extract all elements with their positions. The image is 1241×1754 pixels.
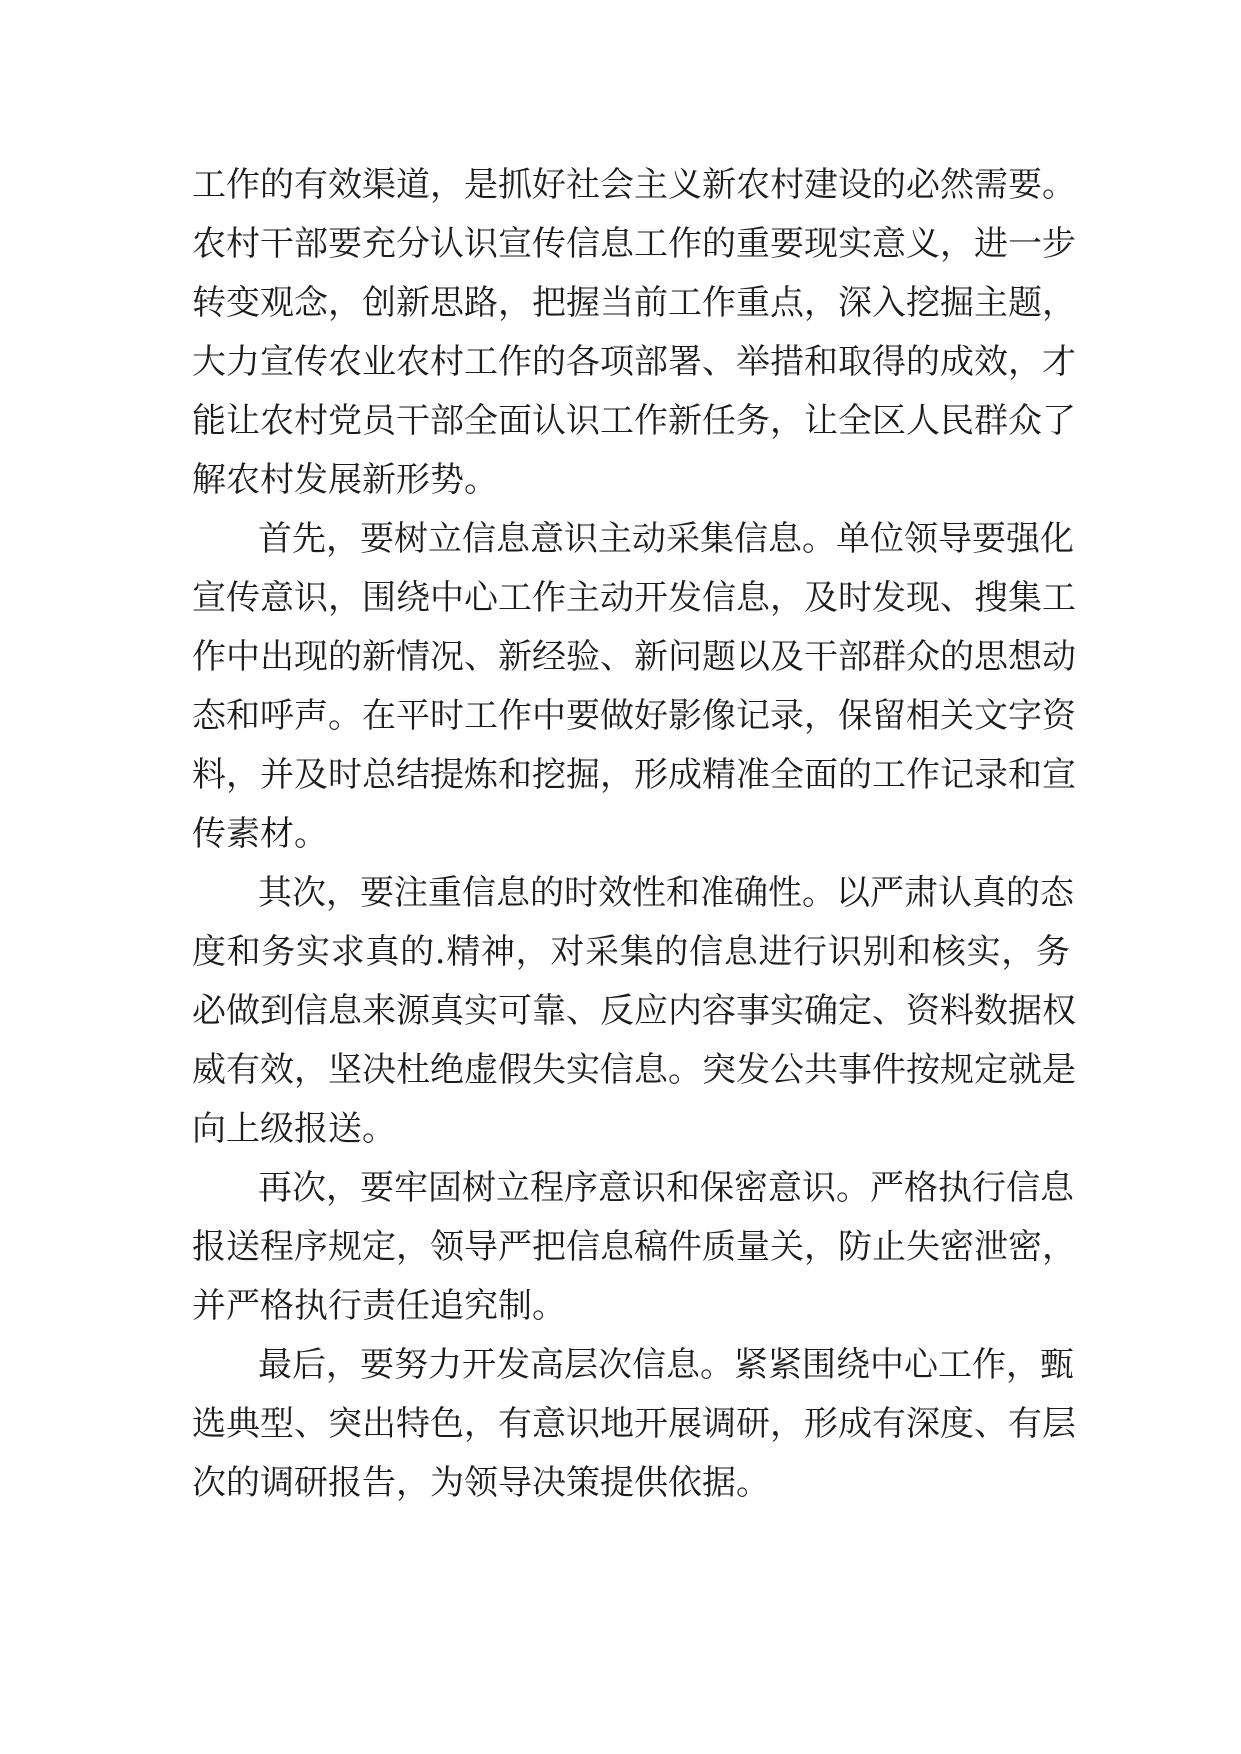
text-line: 并严格执行责任追究制。	[192, 1286, 566, 1326]
paragraph-3	[192, 864, 1076, 1159]
text-line: 转变观念，创新思路，把握当前工作重点，深入挖掘主题，	[192, 283, 1076, 323]
text-line: 作中出现的新情况、新经验、新问题以及干部群众的思想动	[192, 637, 1076, 677]
text-line: 首先，要树立信息意识主动采集信息。单位领导要强化	[258, 519, 1074, 559]
text-line: 态和呼声。在平时工作中要做好影像记录，保留相关文字资	[192, 696, 1076, 736]
paragraph-1	[192, 156, 1076, 510]
text-line: 再次，要牢固树立程序意识和保密意识。严格执行信息	[258, 1168, 1074, 1208]
text-line: 最后，要努力开发高层次信息。紧紧围绕中心工作，甄	[258, 1345, 1074, 1385]
text-line: 工作的有效渠道，是抓好社会主义新农村建设的必然需要。	[192, 165, 1076, 205]
text-line: 报送程序规定，领导严把信息稿件质量关，防止失密泄密，	[192, 1227, 1076, 1267]
text-line: 度和务实求真的.精神，对采集的信息进行识别和核实，务	[192, 932, 1070, 972]
text-line: 向上级报送。	[192, 1109, 396, 1149]
document-body	[192, 156, 1076, 1513]
text-line: 宣传意识，围绕中心工作主动开发信息，及时发现、搜集工	[192, 578, 1076, 618]
text-line: 料，并及时总结提炼和挖掘，形成精准全面的工作记录和宣	[192, 755, 1076, 795]
text-line: 次的调研报告，为领导决策提供依据。	[192, 1463, 770, 1503]
text-line: 农村干部要充分认识宣传信息工作的重要现实意义，进一步	[192, 224, 1076, 264]
paragraph-5	[192, 1336, 1076, 1513]
text-line: 大力宣传农业农村工作的各项部署、举措和取得的成效，才	[192, 342, 1076, 382]
paragraph-4	[192, 1159, 1076, 1336]
text-line: 威有效，坚决杜绝虚假失实信息。突发公共事件按规定就是	[192, 1050, 1076, 1090]
text-line: 解农村发展新形势。	[192, 460, 498, 500]
text-line: 能让农村党员干部全面认识工作新任务，让全区人民群众了	[192, 401, 1076, 441]
text-line: 必做到信息来源真实可靠、反应内容事实确定、资料数据权	[192, 991, 1076, 1031]
text-line: 传素材。	[192, 814, 328, 854]
paragraph-2	[192, 510, 1076, 864]
text-line: 选典型、突出特色，有意识地开展调研，形成有深度、有层	[192, 1404, 1076, 1444]
text-line: 其次，要注重信息的时效性和准确性。以严肃认真的态	[258, 873, 1074, 913]
